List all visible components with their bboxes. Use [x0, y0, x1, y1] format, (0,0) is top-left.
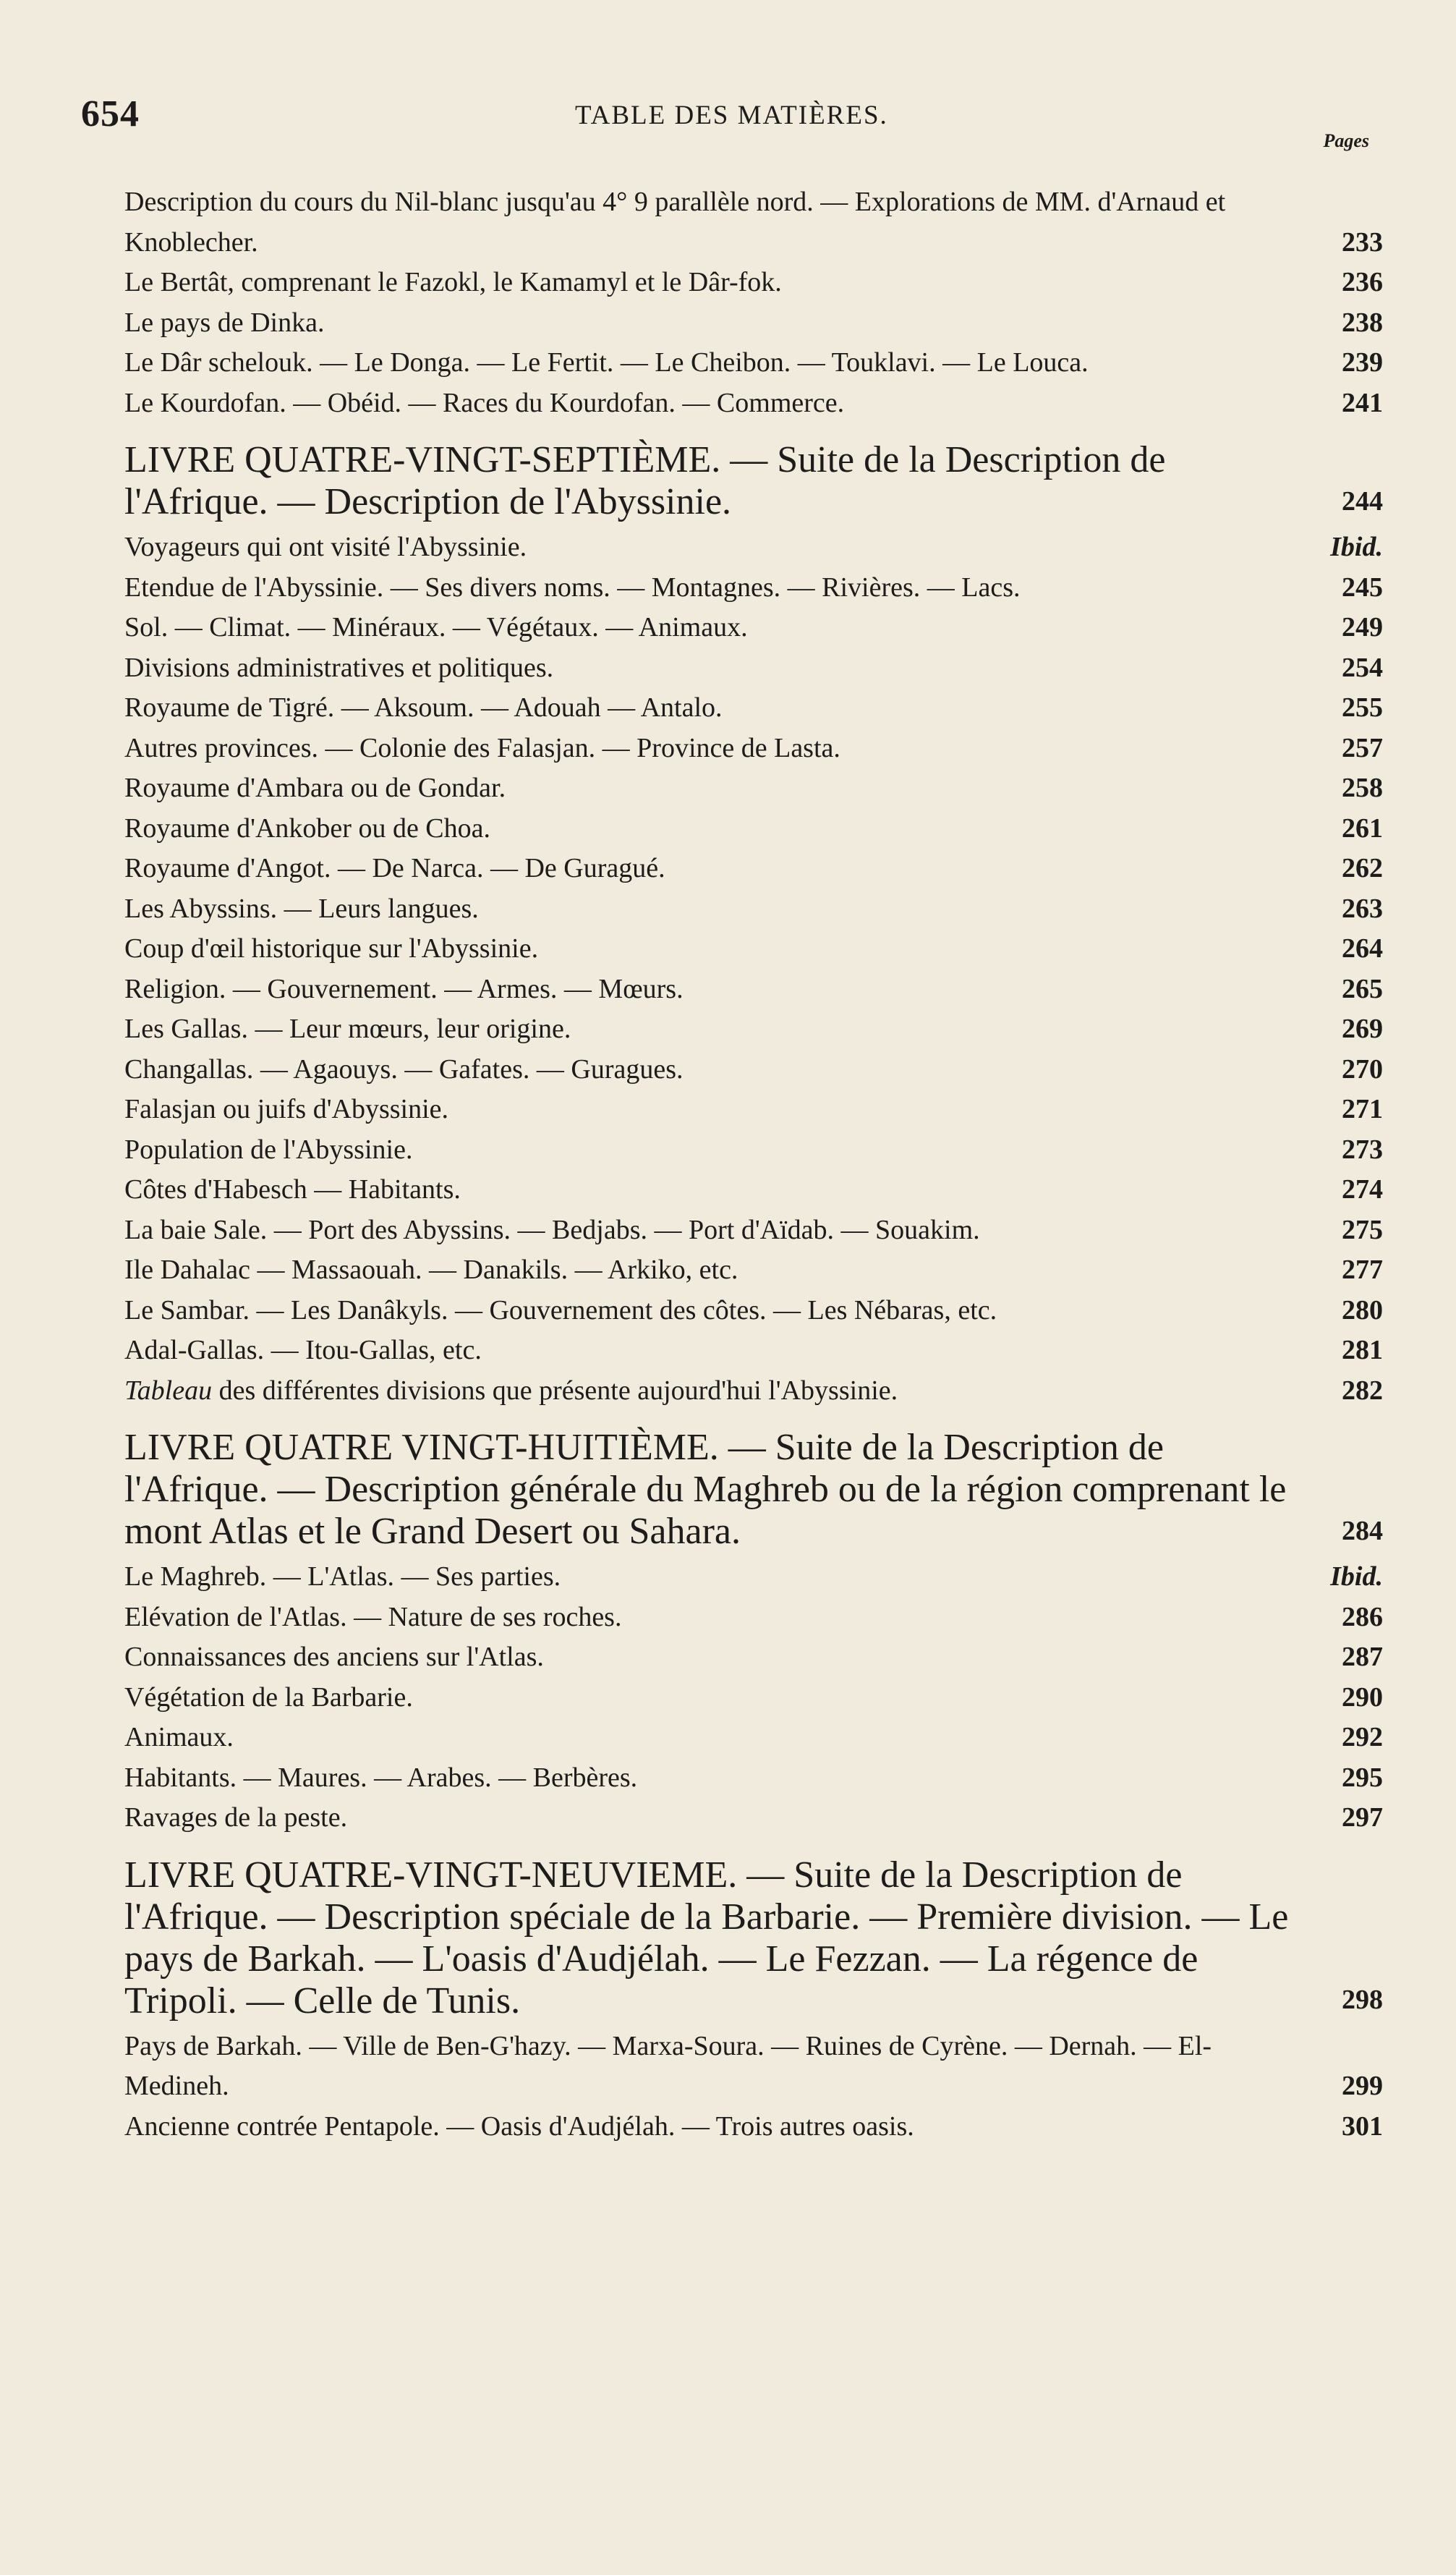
toc-entry: [124, 1371, 1383, 1412]
page-ref: Ibid.: [1330, 532, 1383, 562]
page-ref: 284: [1342, 1515, 1383, 1546]
entry-title: Falasjan ou juifs d'Abyssinie.: [124, 1094, 449, 1124]
entry-title: Coup d'œil historique sur l'Abyssinie.: [124, 933, 539, 964]
toc-entry: [124, 1718, 1383, 1758]
toc-entry: [124, 1250, 1383, 1291]
entry-title: Le Bertât, comprenant le Fazokl, le Kamamyl et le Dâr-fok.: [124, 267, 782, 297]
page-ref: 258: [1342, 773, 1383, 803]
toc-entry: [124, 608, 1383, 648]
page-ref: 241: [1342, 387, 1383, 418]
entry-title: Royaume d'Ankober ou de Choa.: [124, 813, 491, 844]
toc-entry: [124, 1090, 1383, 1130]
table-of-contents: [124, 182, 1383, 2147]
toc-entry: [124, 263, 1383, 303]
page-ref: 299: [1342, 2071, 1383, 2101]
entry-title: Autres provinces. — Colonie des Falasjan. — Province de Lasta.: [124, 732, 840, 763]
section-title: LIVRE QUATRE VINGT-HUITIÈME. — Suite de la Description de l'Afrique. — Description générale du Maghreb ou de la région comprenant le mont Atlas et le Grand Desert ou Sahara.: [124, 1427, 1287, 1552]
page-ref: 233: [1342, 226, 1383, 258]
page-ref: 282: [1342, 1375, 1383, 1406]
entry-title: Ile Dahalac — Massaouah. — Danakils. — Arkiko, etc.: [124, 1255, 738, 1285]
toc-entry: [124, 1170, 1383, 1210]
page-ref: 298: [1342, 1985, 1383, 2015]
page-ref: 238: [1342, 307, 1383, 338]
toc-entry: [124, 1798, 1383, 1838]
page-ref: 271: [1342, 1094, 1383, 1124]
page-ref: 245: [1342, 572, 1383, 603]
page-ref: 290: [1342, 1681, 1383, 1713]
running-title: TABLE DES MATIÈRES.: [575, 101, 888, 130]
toc-entry: [124, 1557, 1383, 1598]
toc-entry: [124, 2107, 1383, 2147]
entry-title: Royaume d'Angot. — De Narca. — De Guragué.: [124, 853, 665, 883]
entry-title: Population de l'Abyssinie.: [124, 1134, 413, 1165]
page-ref: 274: [1342, 1174, 1383, 1205]
page-ref: 292: [1342, 1722, 1383, 1752]
entry-title: Le Kourdofan. — Obéid. — Races du Kourdofan. — Commerce.: [124, 387, 845, 418]
entry-title: Le pays de Dinka.: [124, 307, 325, 338]
page-ref: 262: [1342, 853, 1383, 883]
entry-title: Les Gallas. — Leur mœurs, leur origine.: [124, 1014, 571, 1044]
page-ref: 249: [1342, 612, 1383, 642]
page-ref: 280: [1342, 1294, 1383, 1325]
toc-entry: [124, 970, 1383, 1010]
entry-title: Ravages de la peste.: [124, 1802, 348, 1833]
entry-title: Etendue de l'Abyssinie. — Ses divers noms. — Montagnes. — Rivières. — Lacs.: [124, 572, 1021, 603]
entry-title: Ancienne contrée Pentapole. — Oasis d'Audjélah. — Trois autres oasis.: [124, 2111, 914, 2142]
page-ref: 244: [1342, 485, 1383, 517]
entry-title: Le Dâr schelouk. — Le Donga. — Le Fertit. — Le Cheibon. — Touklavi. — Le Louca.: [124, 347, 1089, 378]
page-ref: 261: [1342, 813, 1383, 844]
page-ref: 257: [1342, 732, 1383, 763]
toc-entry: [124, 1130, 1383, 1171]
page-ref: 297: [1342, 1802, 1383, 1833]
page-ref: 277: [1342, 1255, 1383, 1285]
entry-title: Habitants. — Maures. — Arabes. — Berbères.: [124, 1762, 638, 1793]
toc-entry: [124, 1598, 1383, 1638]
entry-title: Changallas. — Agaouys. — Gafates. — Guragues.: [124, 1053, 684, 1085]
entry-title: [124, 1371, 1383, 1412]
page-number: 654: [81, 93, 140, 135]
toc-entry: [124, 343, 1383, 383]
entry-title: Voyageurs qui ont visité l'Abyssinie.: [124, 532, 527, 562]
toc-entry: [124, 729, 1383, 769]
page-ref: 273: [1342, 1134, 1383, 1165]
entry-title: Elévation de l'Atlas. — Nature de ses roches.: [124, 1601, 622, 1632]
toc-entry: [124, 889, 1383, 930]
page-ref: 264: [1342, 933, 1383, 964]
toc-entry: [124, 527, 1383, 568]
toc-entry: [124, 768, 1383, 809]
toc-entry: [124, 1050, 1383, 1090]
toc-entry: [124, 1637, 1383, 1678]
toc-entry: [124, 303, 1383, 344]
page-ref: 263: [1342, 893, 1383, 924]
section-title: LIVRE QUATRE-VINGT-NEUVIEME. — Suite de la Description de l'Afrique. — Description spéciale de la Barbarie. — Première division. — Le pays de Barkah. — L'oasis d'Audjélah. — Le Fezzan. — La régence de Tripoli. — Celle de Tunis.: [124, 1854, 1289, 2022]
page-ref: 287: [1342, 1642, 1383, 1672]
page-ref: 270: [1342, 1053, 1383, 1085]
page-ref: 286: [1342, 1601, 1383, 1632]
entry-title-lead: Tableau: [124, 1375, 213, 1406]
pages-column-label: Pages: [1323, 130, 1369, 151]
toc-entry: [124, 1758, 1383, 1799]
page-ref: 275: [1342, 1214, 1383, 1245]
toc-entry: [124, 1291, 1383, 1331]
entry-title: Pays de Barkah. — Ville de Ben-G'hazy. — Marxa-Soura. — Ruines de Cyrène. — Dernah. — El-Medineh.: [124, 2030, 1212, 2101]
entry-title: Les Abyssins. — Leurs langues.: [124, 893, 479, 924]
toc-entry: [124, 688, 1383, 729]
toc-entry: [124, 648, 1383, 689]
toc-entry: [124, 1210, 1383, 1251]
entry-title: Royaume de Tigré. — Aksoum. — Adouah — Antalo.: [124, 692, 723, 723]
page-ref: 295: [1342, 1762, 1383, 1793]
entry-title: Côtes d'Habesch — Habitants.: [124, 1174, 461, 1205]
page-ref: 236: [1342, 267, 1383, 297]
page-ref: 281: [1342, 1335, 1383, 1365]
toc-entry: [124, 929, 1383, 970]
toc-entry: [124, 849, 1383, 889]
toc-entry: [124, 1009, 1383, 1050]
entry-title: Animaux.: [124, 1722, 234, 1752]
page-ref: 255: [1342, 692, 1383, 723]
toc-entry: [124, 1678, 1383, 1718]
toc-entry: [124, 1331, 1383, 1371]
entry-title: Royaume d'Ambara ou de Gondar.: [124, 773, 506, 803]
section-title: LIVRE QUATRE-VINGT-SEPTIÈME. — Suite de la Description de l'Afrique. — Description de l'Abyssinie.: [124, 439, 1166, 522]
entry-title: Religion. — Gouvernement. — Armes. — Mœurs.: [124, 973, 684, 1004]
page-ref: 254: [1342, 652, 1383, 683]
entry-title: Divisions administratives et politiques.: [124, 652, 554, 683]
toc-entry: [124, 809, 1383, 849]
entry-title: Connaissances des anciens sur l'Atlas.: [124, 1642, 544, 1672]
toc-section-heading: [124, 1854, 1383, 2022]
toc-entry: [124, 568, 1383, 608]
page-ref: Ibid.: [1330, 1561, 1383, 1592]
entry-title: Le Maghreb. — L'Atlas. — Ses parties.: [124, 1561, 561, 1592]
entry-title-rest: des différentes divisions que présente aujourd'hui l'Abyssinie.: [212, 1375, 898, 1406]
toc-entry: [124, 2027, 1383, 2107]
page-ref: 301: [1342, 2111, 1383, 2142]
toc-section-heading: [124, 1427, 1383, 1553]
entry-title: Adal-Gallas. — Itou-Gallas, etc.: [124, 1335, 482, 1365]
toc-entry: [124, 182, 1383, 263]
entry-title: Le Sambar. — Les Danâkyls. — Gouvernement des côtes. — Les Nébaras, etc.: [124, 1294, 997, 1325]
page-ref: 265: [1342, 973, 1383, 1004]
toc-entry: [124, 383, 1383, 424]
entry-title: Description du cours du Nil-blanc jusqu'au 4° 9 parallèle nord. — Explorations de MM. d'Arnaud et Knoblecher.: [124, 187, 1226, 258]
entry-title: Sol. — Climat. — Minéraux. — Végétaux. — Animaux.: [124, 612, 748, 642]
entry-title: Végétation de la Barbarie.: [124, 1681, 413, 1713]
page-header: [0, 93, 1456, 143]
page-ref: 269: [1342, 1014, 1383, 1044]
page-ref: 239: [1342, 347, 1383, 378]
entry-title: La baie Sale. — Port des Abyssins. — Bedjabs. — Port d'Aïdab. — Souakim.: [124, 1214, 980, 1245]
toc-section-heading: [124, 439, 1383, 523]
